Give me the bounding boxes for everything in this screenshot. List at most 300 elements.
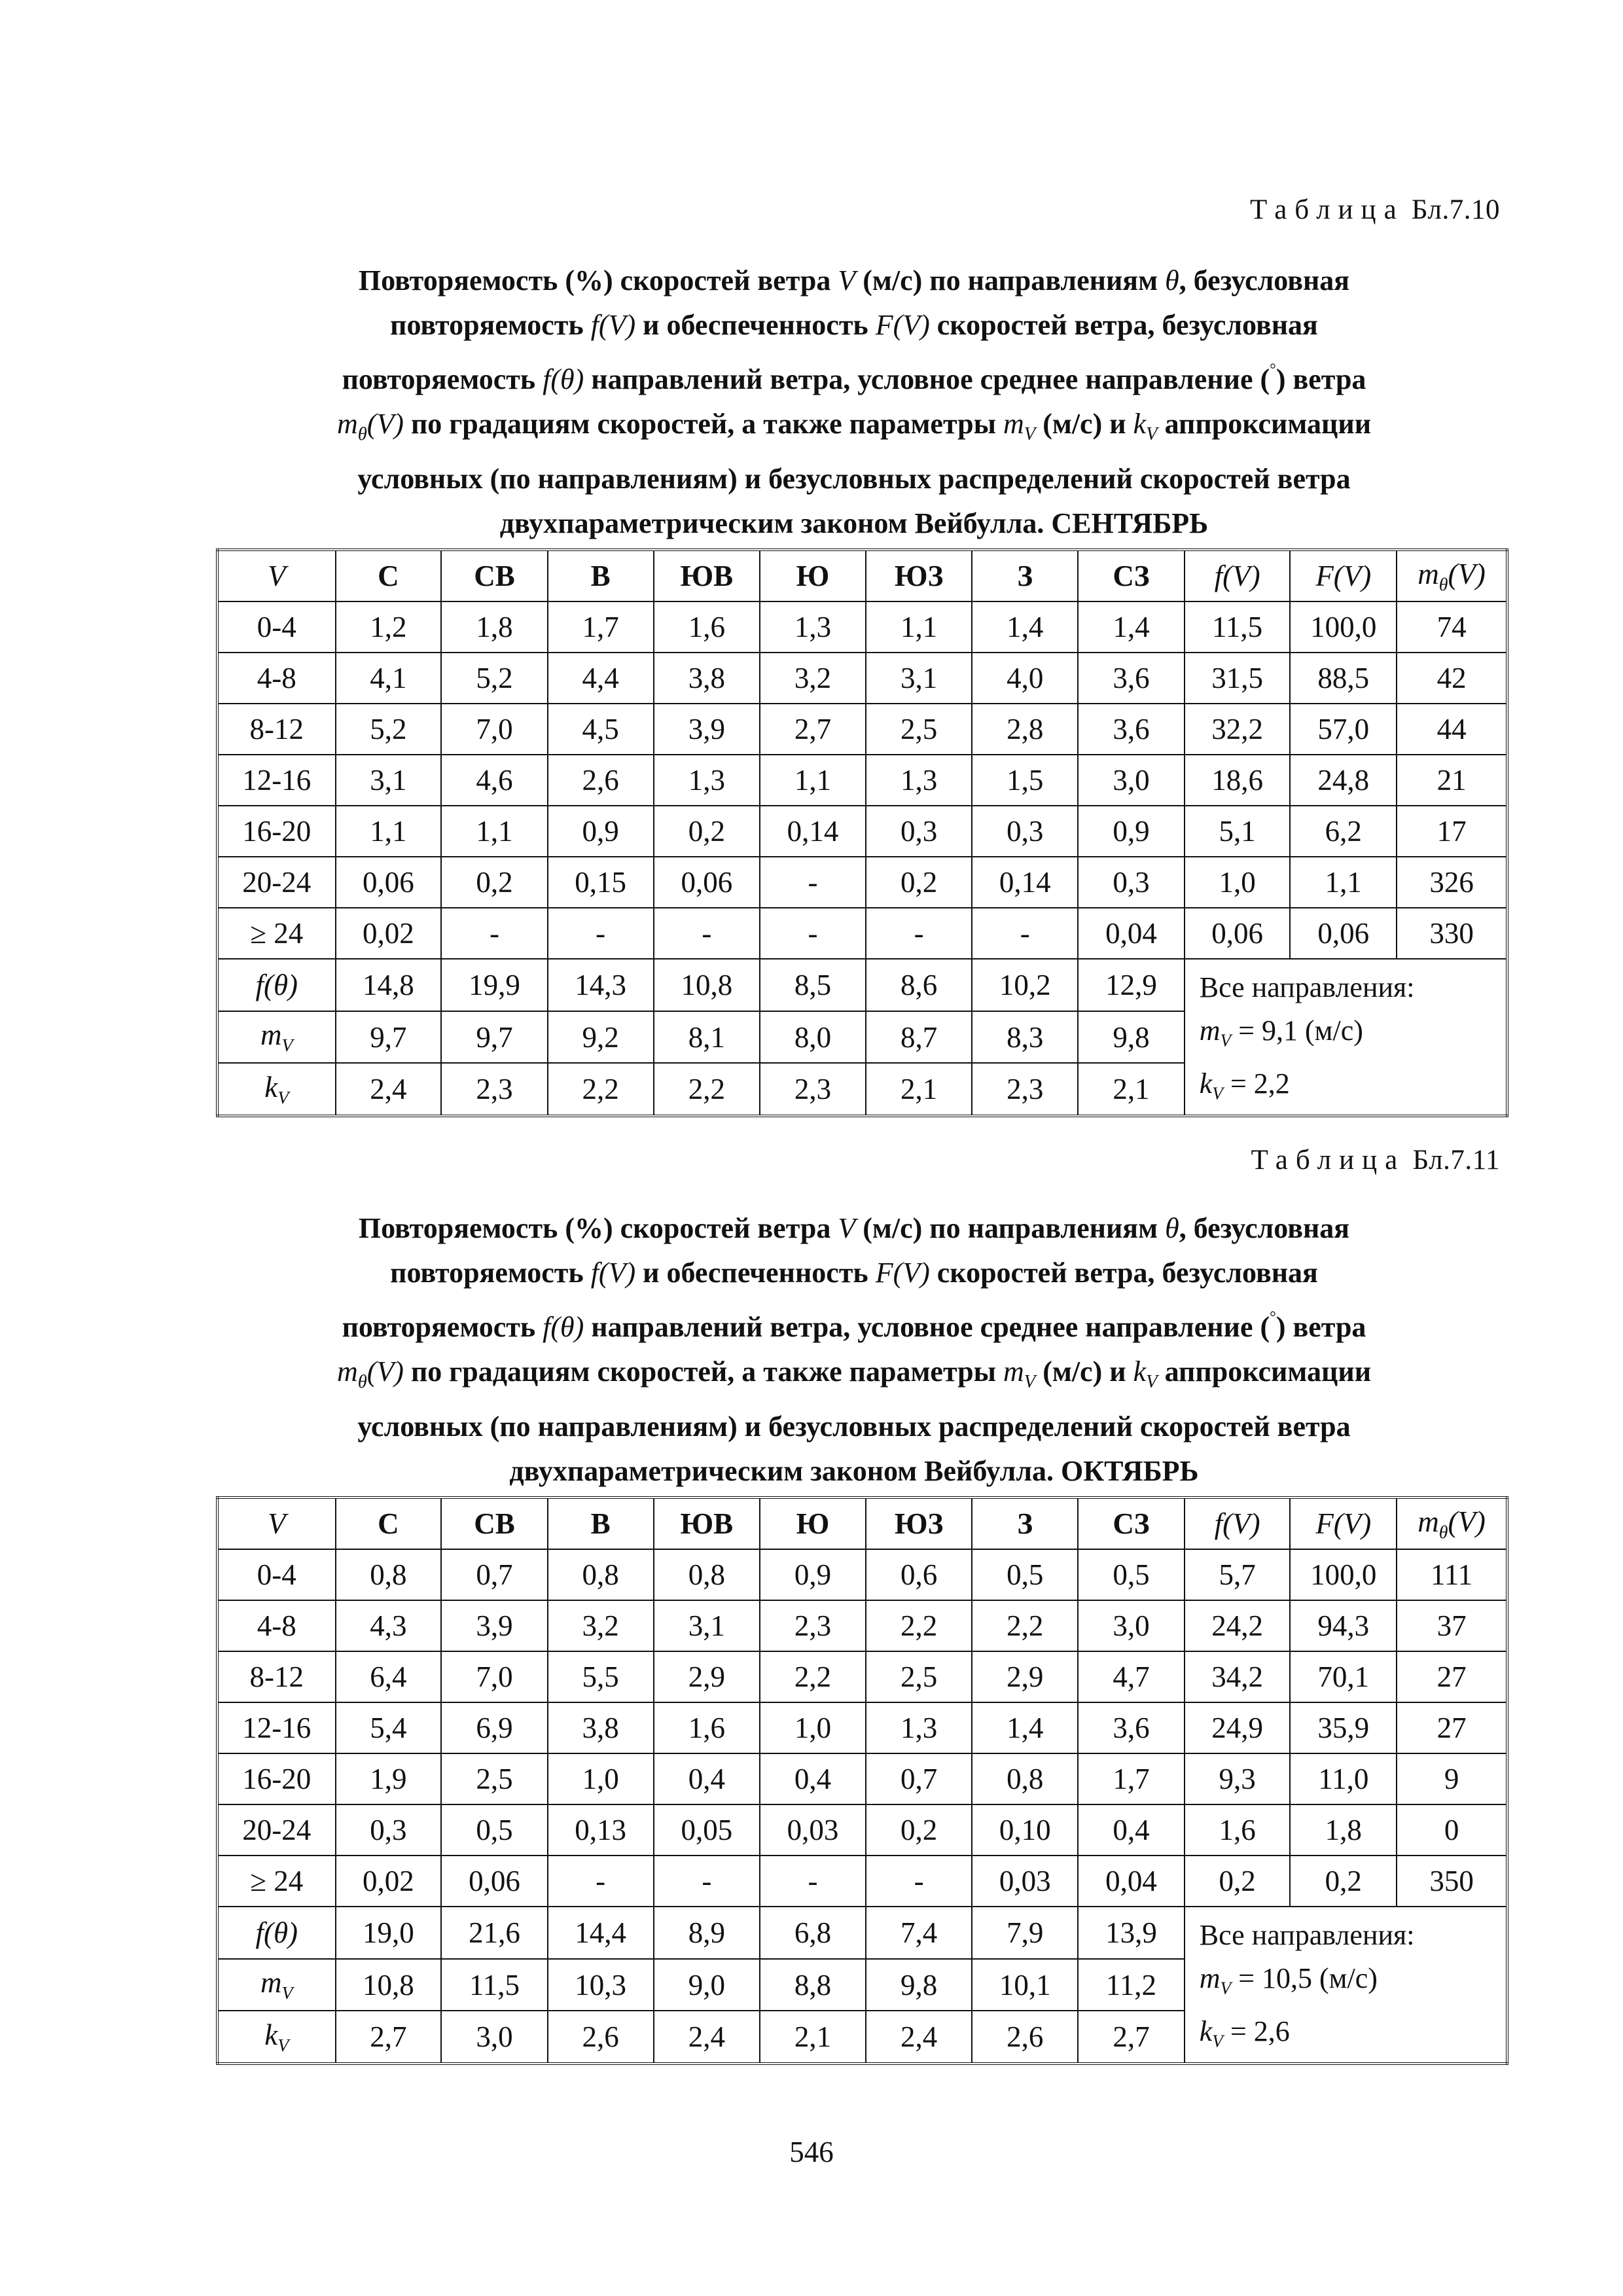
table-cell: 2,5 [866, 1651, 972, 1702]
symbol: m [260, 1966, 282, 2000]
wind-table-september [216, 548, 1508, 1117]
table-cell: 1,4 [972, 601, 1078, 653]
table-row [217, 1702, 1507, 1753]
symbol-subscript: V [277, 1087, 289, 1108]
symbol-subscript: θ [1438, 574, 1448, 595]
table-cell: 1,3 [866, 1702, 972, 1753]
FV-cell: 0,06 [1290, 908, 1397, 959]
table-cell: 0,10 [972, 1804, 1078, 1856]
k-v-label [217, 1063, 336, 1116]
FV-cell: 88,5 [1290, 653, 1397, 704]
table-cell: - [760, 908, 866, 959]
caption-line: $m_\theta(V)$ по градациям скоростей, а также параметры $m_V$ (м/с) и $k_V$ аппроксимации [336, 1355, 1372, 1392]
speed-range: ≥ 24 [217, 1856, 336, 1907]
table-cell: 3,2 [548, 1600, 654, 1651]
symbol: m [1199, 1962, 1221, 1994]
table-cell: 1,2 [336, 601, 442, 653]
table-cell: 1,7 [548, 601, 654, 653]
header-direction: В [548, 1498, 654, 1549]
symbol-arg: (V) [1448, 1505, 1486, 1538]
table-cell: 1,3 [866, 755, 972, 806]
mtheta-cell: 17 [1397, 806, 1507, 857]
table-row [217, 704, 1507, 755]
page-number: 546 [789, 2136, 834, 2168]
table-label-word: Таблица [1251, 1145, 1406, 1175]
table-cell: 8,3 [972, 1011, 1078, 1064]
m-v-label [217, 1959, 336, 2011]
f-theta-label: f(θ) [217, 1907, 336, 1959]
summary-k-value: = 2,2 [1222, 1067, 1290, 1100]
speed-range: 8-12 [217, 704, 336, 755]
header-direction: ЮЗ [866, 550, 972, 601]
table-cell: 1,6 [654, 601, 760, 653]
fV-cell: 24,2 [1185, 1600, 1291, 1651]
fV-cell: 18,6 [1185, 755, 1291, 806]
table-cell: 2,6 [548, 755, 654, 806]
symbol-arg: (V) [1448, 557, 1486, 590]
table-cell: 0,2 [866, 1804, 972, 1856]
table-cell: 1,1 [336, 806, 442, 857]
table-cell: 3,0 [1078, 1600, 1185, 1651]
table-cell: 19,0 [336, 1907, 442, 1959]
symbol-subscript: V [281, 1035, 293, 1056]
table-cell: 4,3 [336, 1600, 442, 1651]
header-row [217, 1498, 1507, 1549]
table-cell: 2,2 [654, 1063, 760, 1116]
symbol: k [264, 2018, 278, 2051]
mtheta-cell: 350 [1397, 1856, 1507, 1907]
f-theta-row [217, 959, 1507, 1011]
caption-line: двухпараметрическим законом Вейбулла. ОКТЯБРЬ [509, 1454, 1199, 1487]
table-cell: 7,4 [866, 1907, 972, 1959]
table-cell: 5,4 [336, 1702, 442, 1753]
table-cell: 8,5 [760, 959, 866, 1011]
mtheta-cell: 74 [1397, 601, 1507, 653]
table-cell: 14,4 [548, 1907, 654, 1959]
fV-cell: 0,06 [1185, 908, 1291, 959]
table-cell: 14,3 [548, 959, 654, 1011]
table-cell: 9,8 [1078, 1011, 1185, 1064]
table-cell: 3,0 [441, 2011, 548, 2064]
summary-title: Все направления: [1199, 971, 1415, 1003]
table-cell: 3,6 [1078, 1702, 1185, 1753]
caption-line: повторяемость f(θ) направлений ветра, условное среднее направление (°) ветра [342, 1308, 1366, 1343]
table-cell: 2,4 [654, 2011, 760, 2064]
symbol: k [1199, 2015, 1213, 2047]
summary-k [1200, 2010, 1506, 2063]
mtheta-cell: 326 [1397, 857, 1507, 908]
wind-table-october [216, 1496, 1508, 2065]
table-cell: 9,8 [866, 1959, 972, 2011]
speed-range: 20-24 [217, 857, 336, 908]
summary-m [1200, 1957, 1506, 2010]
speed-range: 12-16 [217, 1702, 336, 1753]
m-v-label [217, 1011, 336, 1064]
table-cell: 3,6 [1078, 653, 1185, 704]
mtheta-cell: 42 [1397, 653, 1507, 704]
header-direction: ЮВ [654, 550, 760, 601]
header-FV: F(V) [1290, 1498, 1397, 1549]
table-cell: 0,8 [336, 1549, 442, 1600]
symbol-subscript: θ [1438, 1522, 1448, 1543]
table-cell: 2,6 [972, 2011, 1078, 2064]
table-row [217, 1753, 1507, 1804]
caption-line: повторяемость f(V) и обеспеченность F(V) скоростей ветра, безусловная [390, 309, 1318, 341]
header-direction: ЮВ [654, 1498, 760, 1549]
caption-line: условных (по направлениям) и безусловных распределений скоростей ветра [357, 462, 1351, 495]
table-cell: 3,1 [866, 653, 972, 704]
table-cell: 11,2 [1078, 1959, 1185, 2011]
table-cell: 14,8 [336, 959, 442, 1011]
table-cell: 0,5 [441, 1804, 548, 1856]
speed-range: 4-8 [217, 1600, 336, 1651]
table-cell: 0,5 [1078, 1549, 1185, 1600]
mtheta-cell: 111 [1397, 1549, 1507, 1600]
table-cell: 0,02 [336, 1856, 442, 1907]
caption-line: Повторяемость (%) скоростей ветра V (м/с) по направлениям θ, безусловная [358, 1212, 1350, 1244]
k-v-label [217, 2011, 336, 2064]
table-cell: 8,7 [866, 1011, 972, 1064]
summary-k-value: = 2,6 [1222, 2015, 1290, 2047]
table-cell: 0,03 [760, 1804, 866, 1856]
table-row [217, 1856, 1507, 1907]
table-cell: 0,15 [548, 857, 654, 908]
FV-cell: 100,0 [1290, 1549, 1397, 1600]
symbol-subscript: V [1220, 1030, 1232, 1050]
table-cell: 5,2 [336, 704, 442, 755]
caption-line: условных (по направлениям) и безусловных распределений скоростей ветра [357, 1410, 1351, 1443]
symbol-subscript: V [281, 1982, 293, 2003]
table-cell: 2,4 [336, 1063, 442, 1116]
table-cell: 0,06 [441, 1856, 548, 1907]
table-cell: 1,7 [1078, 1753, 1185, 1804]
symbol-subscript: V [1212, 1083, 1223, 1103]
FV-cell: 35,9 [1290, 1702, 1397, 1753]
table-cell: 12,9 [1078, 959, 1185, 1011]
table-cell: 0,8 [548, 1549, 654, 1600]
mtheta-cell: 27 [1397, 1651, 1507, 1702]
table-cell: 1,8 [441, 601, 548, 653]
FV-cell: 94,3 [1290, 1600, 1397, 1651]
table-cell: - [866, 1856, 972, 1907]
symbol: k [264, 1070, 278, 1103]
table-cell: 0,13 [548, 1804, 654, 1856]
table-label-number: Бл.7.11 [1412, 1145, 1500, 1175]
table-cell: 2,2 [866, 1600, 972, 1651]
table-cell: 2,3 [760, 1063, 866, 1116]
speed-range: 16-20 [217, 1753, 336, 1804]
mtheta-cell: 44 [1397, 704, 1507, 755]
table-cell: 2,9 [972, 1651, 1078, 1702]
header-direction: З [972, 1498, 1078, 1549]
fV-cell: 1,6 [1185, 1804, 1291, 1856]
table-caption-1 [216, 259, 1492, 546]
speed-range: 0-4 [217, 601, 336, 653]
table-cell: 0,14 [972, 857, 1078, 908]
table-cell: 0,3 [866, 806, 972, 857]
table-cell: 2,4 [866, 2011, 972, 2064]
table-cell: 2,5 [441, 1753, 548, 1804]
table-cell: 10,8 [654, 959, 760, 1011]
table-cell: 6,4 [336, 1651, 442, 1702]
table-cell: 10,8 [336, 1959, 442, 2011]
table-cell: - [760, 857, 866, 908]
header-direction: Ю [760, 1498, 866, 1549]
table-cell: 1,4 [1078, 601, 1185, 653]
table-cell: - [760, 1856, 866, 1907]
table-cell: 2,7 [760, 704, 866, 755]
table-cell: 0,9 [760, 1549, 866, 1600]
table-cell: 0,3 [336, 1804, 442, 1856]
table-cell: 0,9 [548, 806, 654, 857]
symbol: k [1199, 1067, 1213, 1100]
table-cell: 4,4 [548, 653, 654, 704]
table-cell: 10,1 [972, 1959, 1078, 2011]
table-row [217, 1600, 1507, 1651]
table-cell: 0,7 [866, 1753, 972, 1804]
table-cell: 0,04 [1078, 1856, 1185, 1907]
table-cell: 0,2 [441, 857, 548, 908]
table-cell: 0,02 [336, 908, 442, 959]
mtheta-cell: 0 [1397, 1804, 1507, 1856]
FV-cell: 24,8 [1290, 755, 1397, 806]
table-cell: 2,2 [548, 1063, 654, 1116]
fV-cell: 31,5 [1185, 653, 1291, 704]
table-row [217, 857, 1507, 908]
table-cell: 2,2 [972, 1600, 1078, 1651]
table-cell: 6,8 [760, 1907, 866, 1959]
table-cell: 2,8 [972, 704, 1078, 755]
fV-cell: 9,3 [1185, 1753, 1291, 1804]
table-cell: 3,1 [654, 1600, 760, 1651]
table-cell: 2,5 [866, 704, 972, 755]
table-cell: 6,9 [441, 1702, 548, 1753]
caption-line: Повторяемость (%) скоростей ветра V (м/с) по направлениям θ, безусловная [358, 264, 1350, 296]
table-cell: 0,05 [654, 1804, 760, 1856]
table-label-number: Бл.7.10 [1411, 194, 1500, 225]
table-cell: 0,06 [336, 857, 442, 908]
table-cell: 3,0 [1078, 755, 1185, 806]
header-direction: С [336, 550, 442, 601]
speed-range: 16-20 [217, 806, 336, 857]
speed-range: 0-4 [217, 1549, 336, 1600]
fV-cell: 5,1 [1185, 806, 1291, 857]
summary-m [1200, 1009, 1506, 1062]
speed-range: ≥ 24 [217, 908, 336, 959]
symbol: m [1418, 1505, 1439, 1538]
fV-cell: 1,0 [1185, 857, 1291, 908]
table-cell: 9,7 [336, 1011, 442, 1064]
table-label-2 [1251, 1144, 1500, 1176]
table-cell: 2,3 [760, 1600, 866, 1651]
header-direction: З [972, 550, 1078, 601]
table-cell: 0,7 [441, 1549, 548, 1600]
table-cell: 0,06 [654, 857, 760, 908]
table-cell: 2,6 [548, 2011, 654, 2064]
table-cell: 4,6 [441, 755, 548, 806]
table-cell: 7,0 [441, 704, 548, 755]
table-cell: 8,8 [760, 1959, 866, 2011]
header-direction: СЗ [1078, 550, 1185, 601]
table-cell: 9,0 [654, 1959, 760, 2011]
table-cell: 1,1 [760, 755, 866, 806]
fV-cell: 24,9 [1185, 1702, 1291, 1753]
table-cell: 3,9 [441, 1600, 548, 1651]
table-cell: 1,5 [972, 755, 1078, 806]
table-cell: 3,6 [1078, 704, 1185, 755]
header-speed: V [217, 1498, 336, 1549]
f-theta-row [217, 1907, 1507, 1959]
fV-cell: 32,2 [1185, 704, 1291, 755]
table-cell: - [548, 1856, 654, 1907]
table-cell: 0,5 [972, 1549, 1078, 1600]
FV-cell: 57,0 [1290, 704, 1397, 755]
table-cell: - [548, 908, 654, 959]
symbol-subscript: V [1220, 1978, 1232, 1998]
header-direction: СВ [441, 550, 548, 601]
header-mtheta [1397, 1498, 1507, 1549]
mtheta-cell: 27 [1397, 1702, 1507, 1753]
table-cell: 0,4 [1078, 1804, 1185, 1856]
header-mtheta [1397, 550, 1507, 601]
header-fV: f(V) [1185, 1498, 1291, 1549]
caption-line: двухпараметрическим законом Вейбулла. СЕНТЯБРЬ [499, 507, 1209, 539]
table-cell: 8,1 [654, 1011, 760, 1064]
table-cell: - [972, 908, 1078, 959]
table-cell: 2,3 [972, 1063, 1078, 1116]
fV-cell: 5,7 [1185, 1549, 1291, 1600]
table-row [217, 806, 1507, 857]
table-cell: 0,8 [654, 1549, 760, 1600]
table-cell: 7,0 [441, 1651, 548, 1702]
symbol-subscript: V [1212, 2031, 1223, 2051]
table-cell: 9,7 [441, 1011, 548, 1064]
header-fV: f(V) [1185, 550, 1291, 601]
speed-range: 20-24 [217, 1804, 336, 1856]
table-row [217, 1804, 1507, 1856]
table-row [217, 653, 1507, 704]
mtheta-cell: 21 [1397, 755, 1507, 806]
speed-range: 4-8 [217, 653, 336, 704]
table-cell: 1,1 [866, 601, 972, 653]
table-row [217, 601, 1507, 653]
f-theta-label: f(θ) [217, 959, 336, 1011]
table-cell: 2,9 [654, 1651, 760, 1702]
table-cell: 4,5 [548, 704, 654, 755]
table-cell: 2,7 [336, 2011, 442, 2064]
table-cell: 2,1 [760, 2011, 866, 2064]
table-cell: 0,3 [972, 806, 1078, 857]
table-cell: 0,2 [866, 857, 972, 908]
caption-line: $m_\theta(V)$ по градациям скоростей, а также параметры $m_V$ (м/с) и $k_V$ аппроксимации [336, 407, 1372, 444]
table-label-word: Таблица [1250, 194, 1404, 225]
summary-title: Все направления: [1199, 1919, 1415, 1951]
symbol: m [1418, 557, 1439, 590]
table-cell: 3,8 [654, 653, 760, 704]
table-cell: 0,14 [760, 806, 866, 857]
FV-cell: 1,8 [1290, 1804, 1397, 1856]
all-directions-summary [1185, 1907, 1507, 2064]
table-cell: 0,9 [1078, 806, 1185, 857]
table-cell: 1,1 [441, 806, 548, 857]
table-cell: 13,9 [1078, 1907, 1185, 1959]
table-cell: 5,5 [548, 1651, 654, 1702]
table-cell: 3,1 [336, 755, 442, 806]
caption-line: повторяемость f(V) и обеспеченность F(V) скоростей ветра, безусловная [390, 1257, 1318, 1289]
fV-cell: 11,5 [1185, 601, 1291, 653]
table-cell: 0,3 [1078, 857, 1185, 908]
table-cell: 4,1 [336, 653, 442, 704]
table-cell: 3,9 [654, 704, 760, 755]
table-cell: 10,2 [972, 959, 1078, 1011]
table-cell: 2,7 [1078, 2011, 1185, 2064]
FV-cell: 1,1 [1290, 857, 1397, 908]
table-cell: 4,7 [1078, 1651, 1185, 1702]
speed-range: 8-12 [217, 1651, 336, 1702]
header-direction: СВ [441, 1498, 548, 1549]
summary-m-value: = 9,1 (м/с) [1231, 1014, 1363, 1047]
table-cell: 0,8 [972, 1753, 1078, 1804]
table-cell: 1,3 [760, 601, 866, 653]
FV-cell: 0,2 [1290, 1856, 1397, 1907]
header-direction: В [548, 550, 654, 601]
mtheta-cell: 330 [1397, 908, 1507, 959]
mtheta-cell: 9 [1397, 1753, 1507, 1804]
table-cell: 0,03 [972, 1856, 1078, 1907]
table-cell: 7,9 [972, 1907, 1078, 1959]
table-cell: 9,2 [548, 1011, 654, 1064]
table-cell: 21,6 [441, 1907, 548, 1959]
table-cell: 2,1 [866, 1063, 972, 1116]
mtheta-cell: 37 [1397, 1600, 1507, 1651]
table-cell: 1,6 [654, 1702, 760, 1753]
table-cell: 8,0 [760, 1011, 866, 1064]
table-cell: 0,6 [866, 1549, 972, 1600]
table-row [217, 1651, 1507, 1702]
FV-cell: 6,2 [1290, 806, 1397, 857]
table-cell: 4,0 [972, 653, 1078, 704]
summary-k [1200, 1062, 1506, 1115]
header-FV: F(V) [1290, 550, 1397, 601]
table-caption-2 [216, 1206, 1492, 1494]
table-cell: 0,4 [654, 1753, 760, 1804]
table-cell: - [866, 908, 972, 959]
table-cell: 1,9 [336, 1753, 442, 1804]
table-cell: 2,1 [1078, 1063, 1185, 1116]
table-cell: - [441, 908, 548, 959]
table-cell: 3,2 [760, 653, 866, 704]
table-row [217, 1549, 1507, 1600]
FV-cell: 70,1 [1290, 1651, 1397, 1702]
symbol: m [1199, 1014, 1221, 1047]
table-cell: 1,0 [548, 1753, 654, 1804]
table-cell: 3,8 [548, 1702, 654, 1753]
table-cell: 8,6 [866, 959, 972, 1011]
symbol: m [260, 1018, 282, 1052]
table-row [217, 755, 1507, 806]
table-cell: 1,3 [654, 755, 760, 806]
table-row [217, 908, 1507, 959]
table-cell: 11,5 [441, 1959, 548, 2011]
table-cell: 2,3 [441, 1063, 548, 1116]
table-cell: 10,3 [548, 1959, 654, 2011]
header-direction: СЗ [1078, 1498, 1185, 1549]
table-cell: 0,4 [760, 1753, 866, 1804]
table-cell: - [654, 908, 760, 959]
fV-cell: 0,2 [1185, 1856, 1291, 1907]
table-cell: 8,9 [654, 1907, 760, 1959]
table-cell: 0,2 [654, 806, 760, 857]
